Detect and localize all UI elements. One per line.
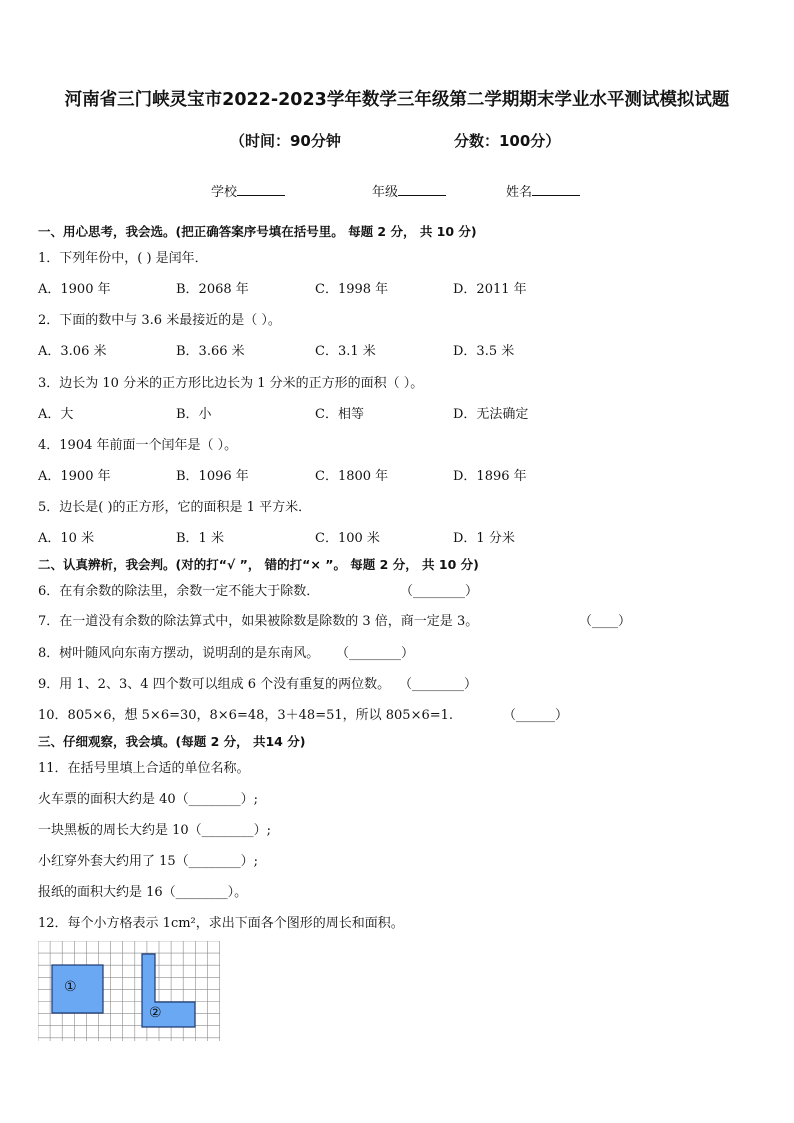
q4-option-b[interactable]: B．1096 年 <box>176 469 249 484</box>
school-blank[interactable] <box>237 183 285 196</box>
q11-line-newspaper[interactable]: 报纸的面积大约是 16（________）。 <box>38 885 248 900</box>
grade-field <box>372 183 446 201</box>
q10-answer-blank[interactable]: （______） <box>503 708 569 723</box>
q2-option-a[interactable]: A．3.06 米 <box>38 344 107 359</box>
name-field <box>506 183 580 201</box>
q7-text: 7．在一道没有余数的除法算式中，如果被除数是除数的 3 倍，商一定是 3。 <box>38 614 479 629</box>
q6-answer-blank[interactable]: （________） <box>400 584 479 599</box>
q5-option-d[interactable]: D．1 分米 <box>453 531 515 546</box>
q9-answer-blank[interactable]: （________） <box>399 677 478 692</box>
section1-heading: 一、用心思考，我会选。(把正确答案序号填在括号里。 每题 2 分， 共 10 分) <box>38 224 477 239</box>
section3-heading: 三、仔细观察，我会填。(每题 2 分， 共14 分) <box>38 734 306 749</box>
q8-answer-blank[interactable]: （________） <box>336 646 415 661</box>
q11-line-blackboard[interactable]: 一块黑板的周长大约是 10（________）; <box>38 823 272 838</box>
exam-time: （时间：90分钟 <box>230 132 341 150</box>
shape-2-label: ② <box>149 1005 162 1021</box>
q1-option-c[interactable]: C．1998 年 <box>315 282 389 297</box>
q12-stem: 12．每个小方格表示 1cm²，求出下面各个图形的周长和面积。 <box>38 916 404 931</box>
q2-option-d[interactable]: D．3.5 米 <box>453 344 515 359</box>
q11-line-coat[interactable]: 小红穿外套大约用了 15（________）; <box>38 854 259 869</box>
name-label: 姓名 <box>506 185 533 200</box>
q3-option-d[interactable]: D．无法确定 <box>453 407 529 422</box>
section2-heading: 二、认真辨析，我会判。(对的打“√ ”， 错的打“× ”。 每题 2 分， 共 10 分) <box>38 557 479 572</box>
page-title: 河南省三门峡灵宝市2022-2023学年数学三年级第二学期期末学业水平测试模拟试题 <box>64 90 730 110</box>
q3-option-b[interactable]: B．小 <box>176 407 212 422</box>
q1-option-b[interactable]: B．2068 年 <box>176 282 249 297</box>
q4-stem: 4．1904 年前面一个闰年是（ ）。 <box>38 438 238 453</box>
q9-text: 9．用 1、2、3、4 四个数可以组成 6 个没有重复的两位数。 <box>38 677 391 692</box>
q5-stem: 5．边长是( )的正方形，它的面积是 1 平方米． <box>38 500 312 515</box>
q5-option-b[interactable]: B．1 米 <box>176 531 224 546</box>
q1-option-d[interactable]: D．2011 年 <box>453 282 527 297</box>
q4-option-a[interactable]: A．1900 年 <box>38 469 111 484</box>
name-blank[interactable] <box>532 183 580 196</box>
q3-option-c[interactable]: C．相等 <box>315 407 364 422</box>
q5-option-a[interactable]: A．10 米 <box>38 531 95 546</box>
school-label: 学校 <box>211 185 238 200</box>
q5-option-c[interactable]: C．100 米 <box>315 531 380 546</box>
q3-stem: 3．边长为 10 分米的正方形比边长为 1 分米的正方形的面积（ ）。 <box>38 376 424 391</box>
shape-1-square <box>52 965 103 1013</box>
q7-answer-blank[interactable]: （____） <box>579 614 632 629</box>
shape-1-label: ① <box>64 979 77 995</box>
q4-option-d[interactable]: D．1896 年 <box>453 469 527 484</box>
q8-text: 8．树叶随风向东南方摆动，说明刮的是东南风。 <box>38 646 320 661</box>
q11-line-ticket[interactable]: 火车票的面积大约是 40（________）; <box>38 792 259 807</box>
q10-text: 10．805×6，想 5×6=30，8×6=48，3＋48=51，所以 805×6=1. <box>38 708 454 723</box>
q2-option-c[interactable]: C．3.1 米 <box>315 344 376 359</box>
q12-grid-figure <box>38 941 220 1041</box>
q11-stem: 11．在括号里填上合适的单位名称。 <box>38 761 250 776</box>
q6-text: 6．在有余数的除法里，余数一定不能大于除数． <box>38 584 320 599</box>
q4-option-c[interactable]: C．1800 年 <box>315 469 389 484</box>
school-field <box>211 183 285 201</box>
q3-option-a[interactable]: A．大 <box>38 407 74 422</box>
grade-blank[interactable] <box>398 183 446 196</box>
exam-score: 分数：100分） <box>454 132 561 150</box>
q1-stem: 1．下列年份中，( ) 是闰年． <box>38 251 208 266</box>
q2-option-b[interactable]: B．3.66 米 <box>176 344 245 359</box>
q2-stem: 2．下面的数中与 3.6 米最接近的是（ ）。 <box>38 313 281 328</box>
q1-option-a[interactable]: A．1900 年 <box>38 282 111 297</box>
grade-label: 年级 <box>372 185 399 200</box>
